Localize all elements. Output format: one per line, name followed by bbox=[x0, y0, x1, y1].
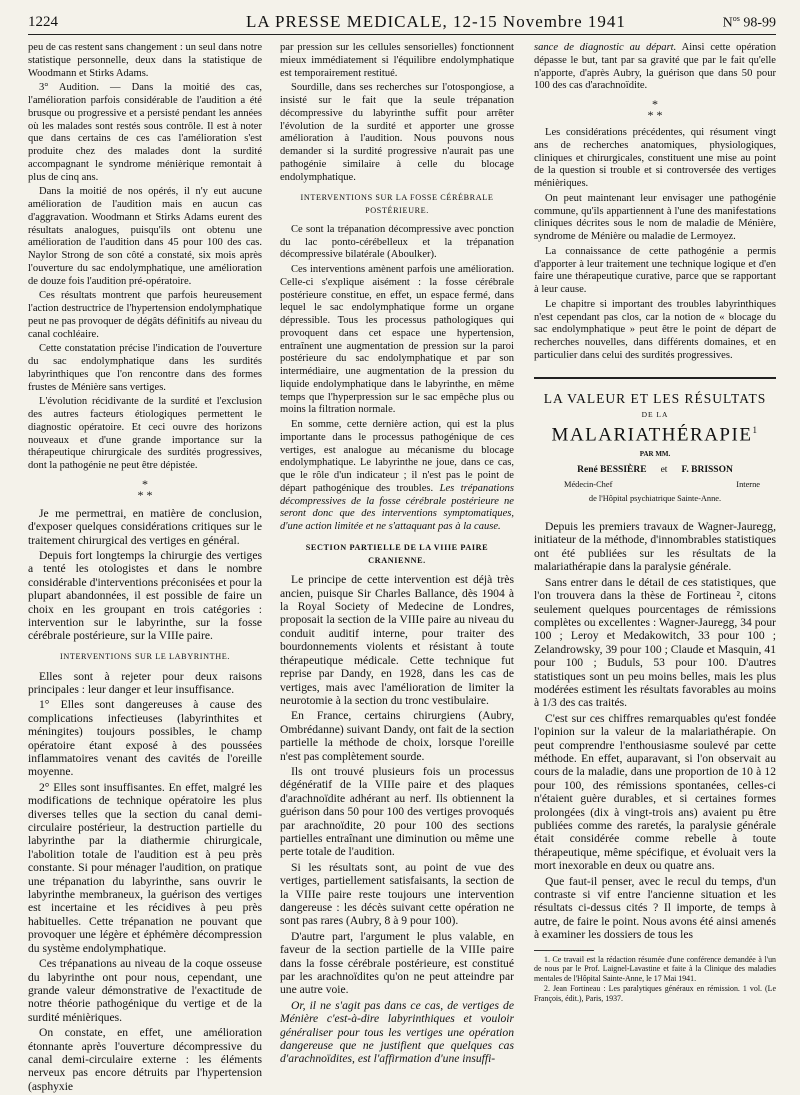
paragraph: Dans la moitié de nos opérés, il n'y eut aucune amélioration de l'audition mais en aucun cas d'aggravation. Woodmann et Stirks Adams eurent des résultats analogues, puisqu'ils ont obtenu une amélioration de l'audition dans 45 pour 100 des cas. Naylor Strong de son côté a constaté, six mois après l'ouverture du sac endolymphatique, une amélioration de douze fois l'audition pré-opératoire. bbox=[28, 186, 262, 287]
page-number: 1224 bbox=[28, 14, 58, 30]
role-1: Médecin-Chef bbox=[564, 479, 613, 489]
paragraph: L'évolution récidivante de la surdité et l'exclusion des autres facteurs étiologiques permettent le diagnostic opératoire. Et ceci ouvre des horizons nouveaux et d'une grande importance sur la thérapeutique chirurgicale des surdités progressives, dont la pathogénie ne peut être dépistée. bbox=[28, 396, 262, 471]
journal-title: LA PRESSE MEDICALE, 12-15 Novembre 1941 bbox=[246, 12, 626, 31]
paragraph: 1° Elles sont dangereuses à cause des complications infectieuses (labyrinthites et méningites) toujours possibles, le champ opératoire étant exposé à des poussées inflammatoires venant des cavités de l'oreille moyenne. bbox=[28, 698, 262, 779]
footnote: 2. Jean Fortineau : Les paralytiques généraux en rémission. 1 vol. (Le François, édit.), Paris, 1937. bbox=[534, 984, 776, 1004]
section-stars: * * * bbox=[137, 476, 153, 502]
paragraph: Le principe de cette intervention est déjà très ancien, puisque Sir Charles Ballance, dès 1904 à la Royal Society of Medecine de Londres, proposait la section de la VIIIe paire au niveau du conduit auditif interne, pour traiter des bourdonnements violents et résistant à toute thérapeutique médicale. Cette technique fut reprise par Dandy, en 1928, dans les cas de vertiges, mais avec l'amélioration de limiter la neurotomie à la section du tronc vestibulaire. bbox=[280, 573, 514, 707]
paragraph: 2° Elles sont insuffisantes. En effet, malgré les modifications de technique opératoire les plus diverses telles que la section du canal demi-circulaire postérieur, la destruction partielle du labyrinthe par la diathermie chirurgicale, l'abolition totale de l'audition est à peu près constante. Si pour ménager l'audition, on pratique une trépanation du labyrinthe, sans ouvrir le labyrinthe membraneux, la guérison des vertiges est incertaine et les récidives à peu près habituelles. Cette trépanation ne pouvant que provoquer une légère et éphémère décompression du système endolymphatique. bbox=[28, 780, 262, 955]
paragraph: par pression sur les cellules sensorielles) fonctionnent mieux immédiatement si l'équilibre endolymphatique est temporairement restitué. bbox=[280, 42, 514, 79]
paragraph: Ce sont la trépanation décompressive avec ponction du lac ponto-cérébelleux et la trépanation décompressive bilatérale (Aboulker). bbox=[280, 223, 514, 261]
paragraph: En France, certains chirurgiens (Aubry, Ombrédanne) suivant Dandy, ont fait de la section partielle la méthode de choix, lorsque l'oreille n'est pas complètement sourde. bbox=[280, 709, 514, 763]
journal-page bbox=[28, 0, 776, 1093]
section-heading: SECTION PARTIELLE DE LA VIIIE PAIRE CRANIENNE. bbox=[305, 542, 489, 565]
paragraph: C'est sur ces chiffres remarquables qu'est fondée l'opinion sur la valeur de la malariathérapie. On peut comprendre l'enthousiasme soulevé par cette méthode. En effet, auparavant, si l'on observait au cours de la maladie, dans une proportion de 10 à 12 pour 100, des rémissions spontanées, celles-ci n'étaient guère durables, et si certaines formes prolongées (dix à vingt-trois ans) avaient pu être publiées comme des raretés, la paralysie générale était considérée comme rebelle à toute thérapeutique, même spécifique, et évoluait vers la mort inexorable en deux ou quatre ans. bbox=[534, 711, 776, 873]
paragraph: D'autre part, l'argument le plus valable, en faveur de la section partielle de la VIIIe paire dans la fosse cérébrale postérieure, est constitué par les arachnoïdites qu'on ne peut atteindre par une autre voie. bbox=[280, 929, 514, 997]
role-2: Interne bbox=[736, 479, 760, 489]
paragraph: Or, il ne s'agit pas dans ce cas, de vertiges de Ménière c'est-à-dire labyrinthiques et vouloir généraliser pour tous les vertiges une opération dangereuse que ne justifient que quelques cas d'arachnoïdites, est l'affirmation d'une insuffi- bbox=[280, 998, 514, 1066]
paragraph: On constate, en effet, une amélioration étonnante après l'ouverture décompressive du canal demi-circulaire externe : les éléments nerveux pas encore détruits par l'hypertension (asphyxie bbox=[28, 1026, 262, 1093]
paragraph: Que faut-il penser, avec le recul du temps, d'un contraste si vif entre l'ancienne situation et les résultats ci-dessus cités ? Il importe, de temps à autre, de faire le point. Nous avons été ainsi amenés à examiner les dossiers de tous les bbox=[534, 874, 776, 942]
column-3 bbox=[534, 42, 776, 1005]
paragraph: 3° Audition. — Dans la moitié des cas, l'amélioration parfois considérable de l'audition a été brusque ou progressive et a persisté pendant les années où les malades sont restés sous contrôle. Il est à noter que dans certains de ces cas l'amélioration s'est produite chez des malades dont la surdité accompagnant le syndrome ménièrique remontait à plus de cinq ans. bbox=[28, 82, 262, 183]
paragraph: Ils ont trouvé plusieurs fois un processus dégénératif de la VIIIe paire et des plaques d'arachnoïdite adhérant au nerf. Ils obtiennent la guérison dans 50 pour 100 des vertiges provoqués par arachnoïdite, 20 pour 100 des sections partielles entraînant une diminution ou même une perte totale de l'audition. bbox=[280, 764, 514, 859]
author-1: René BESSIÈRE bbox=[577, 464, 647, 475]
paragraph: Elles sont à rejeter pour deux raisons principales : leur danger et leur insuffisance. bbox=[28, 669, 262, 696]
paragraph: On peut maintenant leur envisager une pathogénie commune, qu'ils appartiennent à l'une des manifestations cliniques décrites sous le nom de maladie de Ménière, syndrome de Ménière ou maladie de Lermoyez. bbox=[534, 192, 776, 242]
paragraph: Sans entrer dans le détail de ces statistiques, que l'on trouvera dans la thèse de Fortineau ², citons seulement quelques pourcentages de rémissions complètes ou excellentes : Wagner-Jauregg, 34 pour 100 ; Leroy et Medakowitch, 33 pour 100 ; Zelandrowsky, 39 pour 100 ; Claude et Masquin, 41 pour 100 ; Buduls, 53 pour 100. D'autres statistiques sont un peu moins belles, mais les plus modérées estiment les résultats favorables au moins à 1/3 des cas traités. bbox=[534, 575, 776, 710]
column-1 bbox=[28, 42, 262, 1095]
paragraph: Ces résultats montrent que parfois heureusement l'action destructrice de l'hypertension endolymphatique peut ne pas provoquer de dégâts définitifs au niveau du canal cochléaire. bbox=[28, 290, 262, 340]
article-main-title: MALARIATHÉRAPIE$^1$ bbox=[551, 424, 759, 446]
issue-number: $N^{os}$ 98-99 bbox=[722, 14, 776, 31]
paragraph: La connaissance de cette pathogénie a permis d'apporter à leur traitement une technique logique et d'en faire une thérapeutique curative, parce que se rapportant à leur cause. bbox=[534, 245, 776, 295]
footnote: 1. Ce travail est la rédaction résumée d'une conférence demandée à l'un de nous par le Prof. Laignel-Lavastine et faite à la Clinique des maladies mentales de l'Hôpital Sainte-Anne, le 17 Mai 1941. bbox=[534, 954, 776, 983]
paragraph: Ces interventions amènent parfois une amélioration. Celle-ci s'explique aisément : la fosse cérébrale postérieure constitue, en effet, un espace fermé, dans lequel le sac endolymphatique forme un organe dépressible. Tous les processus pathologiques qui provoquent dans cet espace une hypertension, entraînent une augmentation de pression sur la paroi postérieure du sac endolymphatique et par son intermédiaire, une augmentation de la pression du liquide endolymphatique dans le labyrinthe, en même temps que l'hyperpression sur le sac empêche plus ou moins la filtration normale. bbox=[280, 264, 514, 416]
institution: de l'Hôpital psychiatrique Sainte-Anne. bbox=[588, 494, 722, 504]
paragraph: Depuis les premiers travaux de Wagner-Jauregg, initiateur de la méthode, d'innombrables statistiques ont été publiées sur les résultats de la malariathérapie dans la paralysie générale. bbox=[534, 520, 776, 574]
column-2 bbox=[280, 42, 514, 1068]
authors bbox=[534, 464, 776, 477]
paragraph: Ces trépanations au niveau de la coque osseuse du labyrinthe ont pour nous, cependant, une grande valeur démonstrative de l'exactitude de notre théorie pathogénique du vertige et de la surdité ménièriques. bbox=[28, 957, 262, 1024]
paragraph: Je me permettrai, en matière de conclusion, d'exposer quelques considérations critiques sur le traitement chirurgical des vertiges en général. bbox=[28, 506, 262, 547]
paragraph: Sourdille, dans ses recherches sur l'otospongiose, a insisté sur le fait que la seule trépanation décompressive du labyrinthe suffit pour arrêter l'évolution de la surdité et apporter une grosse amélioration à l'audition. Nous pouvons nous demander si la surdité progressive n'aurait pas une pathogénie similaire à celle du blocage endolymphatique. bbox=[280, 82, 514, 183]
paragraph: peu de cas restent sans changement : un seul dans notre statistique personnelle, deux dans la statistique de Woodmann et Stirks Adams. bbox=[28, 42, 262, 79]
author-2: F. BRISSON bbox=[681, 464, 733, 475]
paragraph: En somme, cette dernière action, qui est la plus importante dans le processus pathogénique de ces vertiges, est analogue au mécanisme du blocage endolymphatique. Le labyrinthe ne joue, dans ce cas, que le rôle d'un indicateur ; il n'est pas le point de départ pathogénique des troubles. Les trépanations décompressives de la fosse cérébrale postérieure ne seront donc que des interventions symptomatiques, d'une action limitée et ne s'attaquant pas à la cause. bbox=[280, 419, 514, 532]
section-stars: * * * bbox=[647, 97, 663, 122]
footnotes bbox=[534, 955, 776, 1004]
article-separator bbox=[534, 377, 776, 379]
article-title: LA VALEUR ET LES RÉSULTATS bbox=[543, 390, 767, 406]
author-conjunction: et bbox=[660, 464, 668, 475]
paragraph: Les considérations précédentes, qui résument vingt ans de recherches anatomiques, physiologiques, cliniques et chirurgicales, constituent une mise au point de la question si trouble et si controversée des vertiges ménièriques. bbox=[534, 127, 776, 189]
author-roles bbox=[564, 479, 760, 492]
paragraph: Depuis fort longtemps la chirurgie des vertiges a tenté les otologistes et dans le nombre considérable d'interventions préconisées et pour la plupart abandonnées, il est possible de faire un choix en les groupant en trois catégories : intervention sur le labyrinthe, sur la fosse cérébrale postérieure, sur la VIIIe paire. bbox=[28, 548, 262, 643]
footnote-rule bbox=[534, 950, 594, 951]
section-heading: INTERVENTIONS SUR LA FOSSE CÉRÉBRALE POSTÉRIEURE. bbox=[300, 193, 494, 215]
header-rule bbox=[28, 34, 776, 35]
article-title-connector: DE LA bbox=[641, 410, 669, 420]
italic-conclusion: Les trépanations décompressives de la fosse cérébrale postérieure ne seront donc que des interventions symptomatiques, d'une action limitée et ne s'attaquant pas à la cause. bbox=[280, 482, 514, 532]
section-heading: INTERVENTIONS SUR LE LABYRINTHE. bbox=[60, 651, 230, 661]
paragraph: Si les résultats sont, au point de vue des vertiges, partiellement satisfaisants, la section de la VIIIe paire reste toujours une intervention dangereuse : les décès suivant cette opération ne sont pas rares (Aubry, 8 à 9 pour 100). bbox=[280, 860, 514, 928]
byline-prefix: PAR MM. bbox=[639, 450, 671, 459]
paragraph: sance de diagnostic au départ. Ainsi cette opération dépasse le but, tant par sa gravité que par le fait qu'elle n'apporte, d'après Aubry, la guérison que dans 50 pour 100 des cas d'arachnoïdite. bbox=[534, 42, 776, 92]
paragraph: Le chapitre si important des troubles labyrinthiques n'est cependant pas clos, car la notion de « blocage du sac endolymphatique » peut être le point de départ de recherches nouvelles, dans différents domaines, et en particulier dans celui des surdités progressives. bbox=[534, 298, 776, 361]
paragraph: Cette constatation précise l'indication de l'ouverture du sac endolymphatique dans les surdités labyrinthiques que l'on rencontre dans des formes frustes de Ménière sans vertiges. bbox=[28, 343, 262, 393]
